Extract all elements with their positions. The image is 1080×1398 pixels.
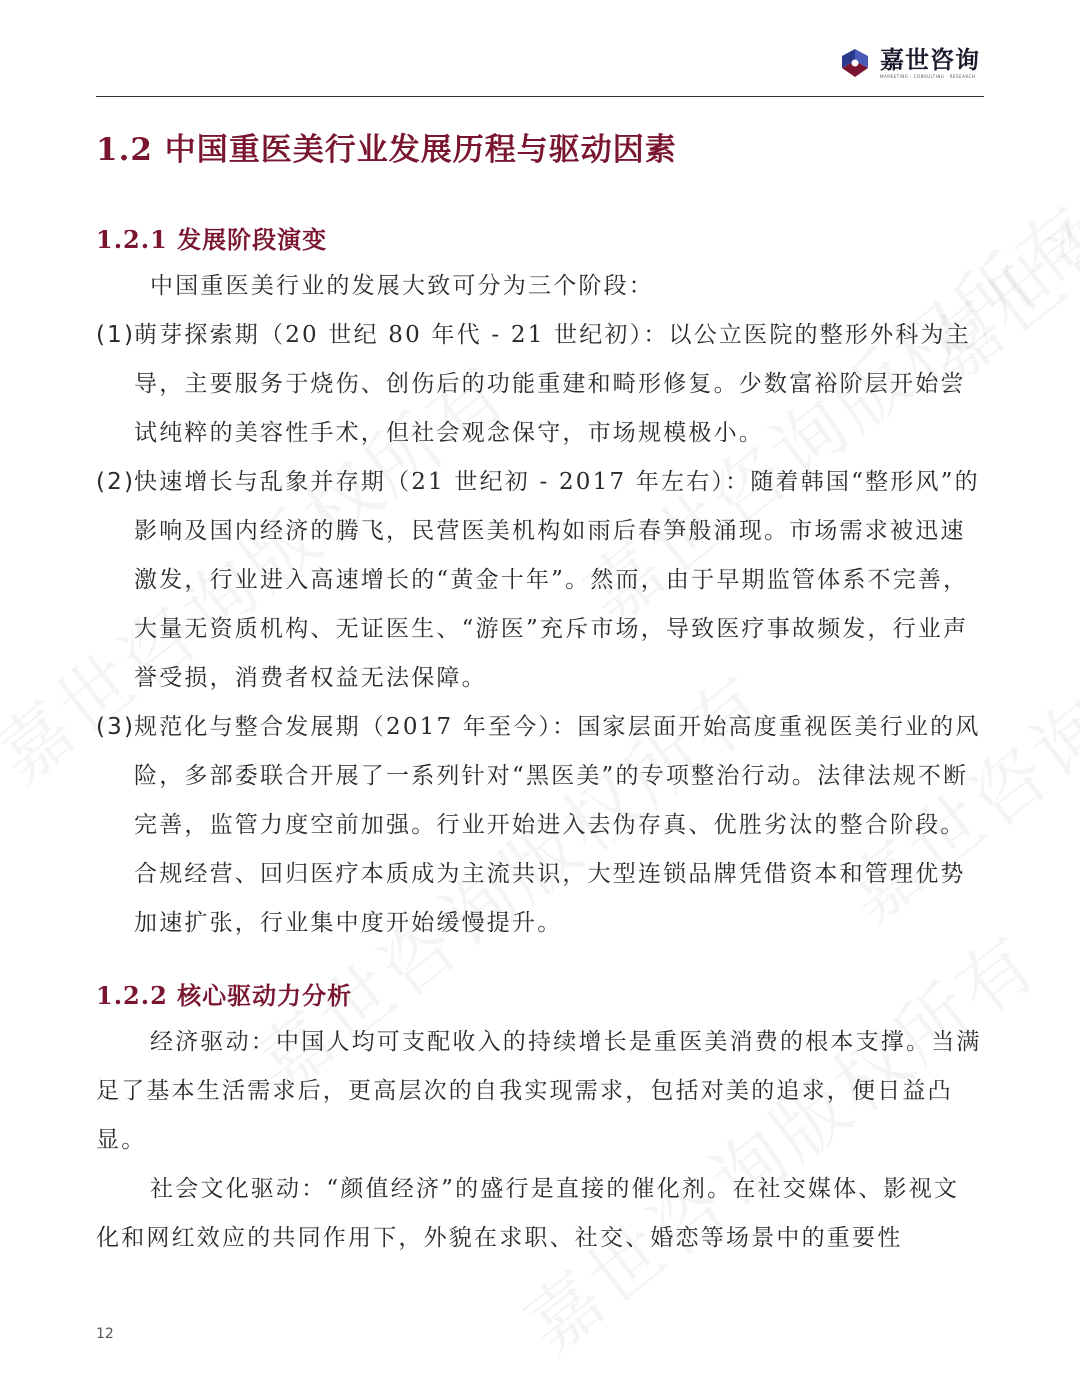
page-header (96, 42, 984, 97)
list-item (96, 458, 984, 703)
subsection-title-1: 1.2.1 发展阶段演变 (96, 225, 328, 254)
list-item (96, 703, 984, 948)
list-item (96, 311, 984, 458)
list-item-text: 萌芽探索期（20 世纪 80 年代 - 21 世纪初）：以公立医院的整形外科为主导，主要服务于烧伤、创伤后的功能重建和畸形修复。少数富裕阶层开始尝试纯粹的美容性手术，但社会观念保守，市场规模极小。 (134, 322, 971, 446)
page-number: 12 (96, 1326, 114, 1342)
list-item-number: (1) (96, 322, 136, 348)
body-paragraph: 社会文化驱动：“颜值经济”的盛行是直接的催化剂。在社交媒体、影视文化和网红效应的共同作用下，外貌在求职、社交、婚恋等场景中的重要性 (96, 1176, 960, 1251)
jiashi-logo-icon (838, 46, 872, 80)
list-item-text: 规范化与整合发展期（2017 年至今）：国家层面开始高度重视医美行业的风险，多部委联合开展了一系列针对“黑医美”的专项整治行动。法律法规不断完善，监管力度空前加强。行业开始进入去伪存真、优胜劣汰的整合阶段。合规经营、回归医疗本质成为主流共识，大型连锁品牌凭借资本和管理优势加速扩张，行业集中度开始缓慢提升。 (134, 714, 981, 936)
body-paragraph: 经济驱动：中国人均可支配收入的持续增长是重医美消费的根本支撑。当满足了基本生活需求后，更高层次的自我实现需求，包括对美的追求，便日益凸显。 (96, 1029, 982, 1153)
subsection-title-2: 1.2.2 核心驱动力分析 (96, 981, 353, 1010)
brand-logo (838, 46, 980, 80)
section-title: 1.2 中国重医美行业发展历程与驱动因素 (96, 132, 677, 168)
intro-paragraph: 中国重医美行业的发展大致可分为三个阶段： (150, 273, 654, 299)
list-item-number: (3) (96, 714, 136, 740)
logo-tagline: MARKETING · CONSULTING · RESEARCH (880, 74, 976, 79)
list-item-text: 快速增长与乱象并存期（21 世纪初 - 2017 年左右）：随着韩国“整形风”的影响及国内经济的腾飞，民营医美机构如雨后春笋般涌现。市场需求被迅速激发，行业进入高速增长的“黄金十年”。然而，由于早期监管体系不完善，大量无资质机构、无证医生、“游医”充斥市场，导致医疗事故频发，行业声誉受损，消费者权益无法保障。 (134, 469, 980, 691)
list-item-number: (2) (96, 469, 136, 495)
logo-text: 嘉世咨询 (880, 46, 980, 74)
